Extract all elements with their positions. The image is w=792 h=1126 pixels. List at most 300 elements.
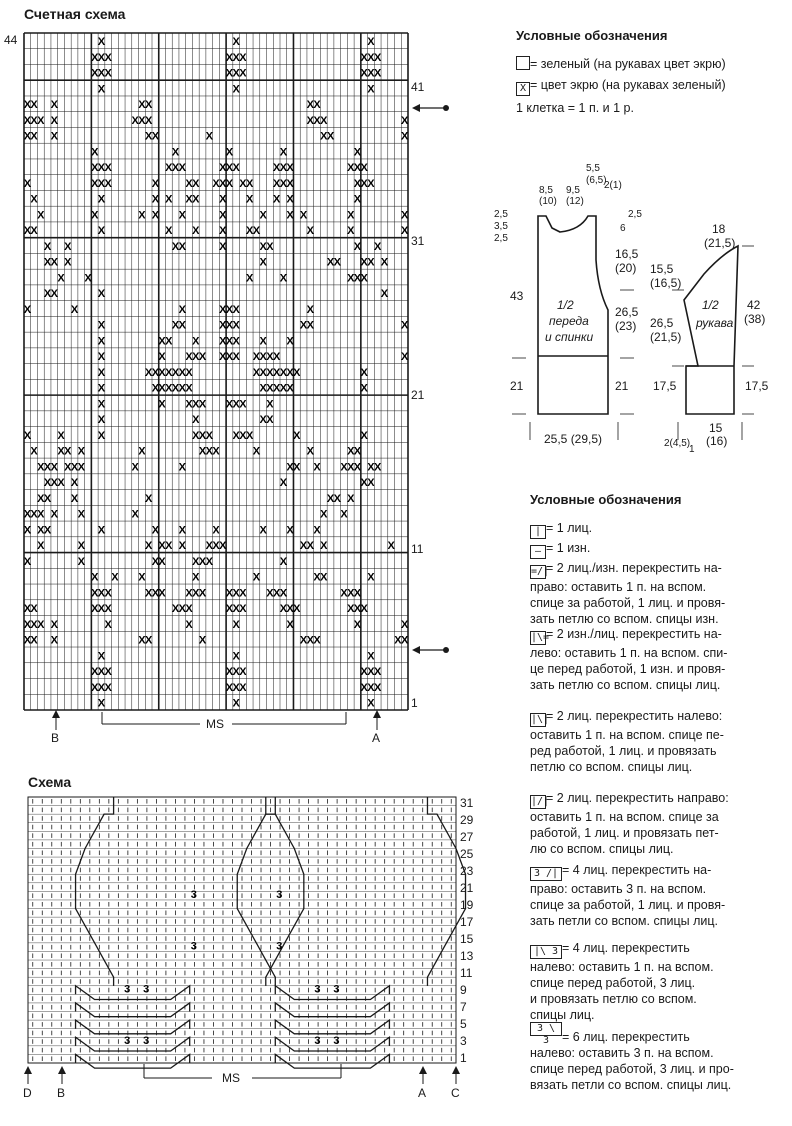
x-mark: X xyxy=(232,51,240,64)
x-mark: X xyxy=(178,540,186,553)
x-mark: X xyxy=(279,272,288,285)
braid-cable xyxy=(76,1054,190,1068)
x-mark: X xyxy=(97,67,106,80)
x-mark: X xyxy=(279,477,288,490)
x-mark: X xyxy=(293,461,301,474)
x-mark: X xyxy=(131,114,139,127)
x-mark: X xyxy=(205,555,213,568)
x-mark: X xyxy=(70,461,79,474)
x-mark: X xyxy=(306,99,314,112)
pattern-schematic xyxy=(490,160,790,460)
x-mark: X xyxy=(266,398,274,411)
cable-row-23: 23 xyxy=(460,864,474,878)
x-mark: X xyxy=(158,382,166,395)
x-mark: X xyxy=(313,571,321,584)
x-mark: X xyxy=(70,492,79,505)
x-mark: X xyxy=(225,146,234,159)
x-mark: X xyxy=(97,83,106,96)
x-mark: X xyxy=(353,603,362,616)
legend-symbol-item xyxy=(530,862,785,929)
dim-20: (20) xyxy=(615,261,637,275)
x-mark: X xyxy=(374,681,382,694)
x-mark: X xyxy=(219,540,227,553)
x-mark: X xyxy=(23,429,32,442)
x-mark: X xyxy=(293,603,301,616)
x-mark: X xyxy=(43,461,52,474)
x-mark: X xyxy=(23,225,32,238)
cable-three-label: 3 xyxy=(333,983,340,996)
x-mark: X xyxy=(353,445,362,458)
x-mark: X xyxy=(30,445,38,458)
legend-symbol-item xyxy=(530,520,785,539)
x-mark: X xyxy=(286,603,294,616)
x-mark: X xyxy=(30,99,38,112)
x-mark: X xyxy=(313,114,321,127)
x-mark: X xyxy=(57,477,65,490)
dim-l35: 3,5 xyxy=(494,221,508,232)
x-mark: X xyxy=(198,634,207,647)
x-mark: X xyxy=(279,366,288,379)
x-mark: X xyxy=(171,603,180,616)
x-mark: X xyxy=(37,492,45,505)
x-mark: X xyxy=(313,99,321,112)
x-mark: X xyxy=(77,508,85,521)
x-mark: X xyxy=(97,603,106,616)
x-mark: X xyxy=(23,177,32,190)
x-mark: X xyxy=(23,508,32,521)
x-mark: X xyxy=(232,83,240,96)
x-mark: X xyxy=(192,335,200,348)
x-mark: X xyxy=(266,414,274,427)
x-mark: X xyxy=(138,445,146,458)
x-mark: X xyxy=(138,99,146,112)
x-mark: X xyxy=(91,146,99,159)
x-mark: X xyxy=(299,540,308,553)
x-mark: X xyxy=(23,555,32,568)
x-mark: X xyxy=(360,177,368,190)
x-mark: X xyxy=(50,99,58,112)
x-mark: X xyxy=(266,351,274,364)
x-mark: X xyxy=(225,67,234,80)
x-mark: X xyxy=(246,193,254,206)
x-mark: X xyxy=(91,177,99,190)
x-mark: X xyxy=(320,130,328,143)
x-mark: X xyxy=(97,193,106,206)
x-mark: X xyxy=(306,225,314,238)
x-mark: X xyxy=(23,130,32,143)
x-mark: X xyxy=(185,618,193,631)
x-mark: X xyxy=(299,634,308,647)
x-mark: X xyxy=(158,351,166,364)
x-mark: X xyxy=(165,335,173,348)
x-mark: X xyxy=(219,193,227,206)
x-mark: X xyxy=(198,351,207,364)
cable-three-label: 3 xyxy=(314,983,321,996)
x-mark: X xyxy=(293,429,301,442)
x-mark: X xyxy=(198,445,207,458)
x-mark: X xyxy=(400,209,409,222)
cable-three-label: 3 xyxy=(143,983,150,996)
x-mark: X xyxy=(151,587,160,600)
x-mark: X xyxy=(97,650,106,663)
x-mark: X xyxy=(104,603,112,616)
x-mark: X xyxy=(97,681,106,694)
x-mark: X xyxy=(239,51,247,64)
dim-s15: 15 xyxy=(709,421,723,435)
x-mark: X xyxy=(97,335,106,348)
x-mark: X xyxy=(225,398,234,411)
x-mark: X xyxy=(239,177,247,190)
x-mark: X xyxy=(151,366,160,379)
x-mark: X xyxy=(219,351,227,364)
x-mark: X xyxy=(104,177,112,190)
x-mark: X xyxy=(185,193,193,206)
x-mark: X xyxy=(360,382,368,395)
legend-symbol-text: = 4 лиц. перекрестить на- xyxy=(562,863,712,877)
empty-cell-icon xyxy=(516,56,530,70)
x-mark: X xyxy=(205,445,213,458)
x-mark: X xyxy=(151,524,160,537)
legend-symbol-item xyxy=(530,708,785,775)
x-mark: X xyxy=(353,587,362,600)
x-mark: X xyxy=(353,240,362,253)
x-mark: X xyxy=(394,634,402,647)
braid-cable xyxy=(275,1003,389,1017)
x-mark: X xyxy=(286,335,294,348)
x-mark: X xyxy=(192,587,200,600)
x-mark: X xyxy=(37,209,45,222)
x-mark: X xyxy=(353,177,362,190)
legend-symbol-text: работой, 1 лиц. и провязать пет- xyxy=(530,826,719,840)
cable-marker-b-arrow xyxy=(58,1066,66,1084)
x-mark: X xyxy=(286,461,294,474)
x-mark: X xyxy=(138,634,146,647)
x-mark: X xyxy=(91,587,99,600)
x-mark: X xyxy=(97,697,106,710)
cable-row-27: 27 xyxy=(460,830,474,844)
x-mark: X xyxy=(37,461,45,474)
cable-ms-label: MS xyxy=(222,1071,240,1085)
x-mark: X xyxy=(97,288,106,301)
x-mark: X xyxy=(185,587,193,600)
x-mark: X xyxy=(360,162,368,175)
x-mark: X xyxy=(165,225,173,238)
x-mark: X xyxy=(104,587,112,600)
x-mark: X xyxy=(313,461,321,474)
x-mark: X xyxy=(212,524,220,537)
braid-cable xyxy=(76,1003,190,1017)
cable-row-15: 15 xyxy=(460,932,474,946)
stitch-symbol-icon: — xyxy=(530,545,546,559)
legend-symbol-text: и провязать петлю со вспом. xyxy=(530,992,697,1006)
marker-a-label: A xyxy=(372,731,381,745)
x-mark: X xyxy=(97,382,106,395)
x-mark: X xyxy=(151,555,160,568)
x-mark: X xyxy=(279,382,288,395)
x-mark: X xyxy=(232,587,240,600)
dim-s18: 18 xyxy=(712,222,726,236)
x-mark: X xyxy=(286,618,294,631)
x-mark: X xyxy=(400,634,409,647)
x-mark: X xyxy=(57,272,65,285)
x-mark: X xyxy=(178,303,186,316)
x-mark: X xyxy=(212,540,220,553)
x-mark: X xyxy=(158,587,166,600)
x-mark: X xyxy=(259,351,267,364)
x-mark: X xyxy=(64,240,72,253)
x-mark: X xyxy=(144,492,153,505)
x-mark: X xyxy=(286,193,294,206)
x-mark: X xyxy=(333,256,341,269)
marker-b-label: B xyxy=(51,731,60,745)
cable-row-11: 11 xyxy=(460,966,473,980)
dim-s1: 1 xyxy=(689,444,695,455)
front-label-2: переда xyxy=(549,314,589,328)
x-mark: X xyxy=(367,650,375,663)
dim-s155: 15,5 xyxy=(650,262,674,276)
x-mark: X xyxy=(104,51,112,64)
x-mark: X xyxy=(50,256,58,269)
x-mark: X xyxy=(374,666,382,679)
x-mark: X xyxy=(360,681,368,694)
x-mark: X xyxy=(400,114,409,127)
x-mark: X xyxy=(360,666,368,679)
x-mark: X xyxy=(192,225,200,238)
x-mark: X xyxy=(30,618,38,631)
x-mark: X xyxy=(353,272,362,285)
x-mark: X xyxy=(347,587,355,600)
x-mark: X xyxy=(360,603,368,616)
x-mark: X xyxy=(246,272,254,285)
x-mark: X xyxy=(272,587,281,600)
x-mark: X xyxy=(57,445,65,458)
x-mark: X xyxy=(185,603,193,616)
x-mark: X xyxy=(70,303,79,316)
dim-s265: 26,5 xyxy=(650,316,674,330)
x-mark: X xyxy=(205,130,213,143)
x-mark: X xyxy=(225,681,234,694)
x-mark: X xyxy=(178,524,186,537)
dim-s245: 2(4,5) xyxy=(664,438,691,449)
x-mark: X xyxy=(77,461,85,474)
x-mark: X xyxy=(266,382,274,395)
x-mark: X xyxy=(367,83,375,96)
x-mark: X xyxy=(171,319,180,332)
stitch-symbol-icon: =/| xyxy=(531,566,550,577)
x-mark: X xyxy=(43,477,52,490)
x-mark: X xyxy=(91,571,99,584)
x-mark: X xyxy=(239,603,247,616)
dim-neck-65: (6,5) xyxy=(586,175,607,186)
x-mark: X xyxy=(30,634,38,647)
x-mark: X xyxy=(225,587,234,600)
dim-neck-55: 5,5 xyxy=(586,163,600,174)
x-mark: X xyxy=(374,461,382,474)
x-mark: X xyxy=(91,681,99,694)
x-mark: X xyxy=(360,51,368,64)
x-mark: X xyxy=(259,256,267,269)
x-mark: X xyxy=(97,51,106,64)
x-mark: X xyxy=(77,555,85,568)
dim-85: 8,5 xyxy=(539,185,553,196)
x-mark: X xyxy=(23,303,32,316)
cable-marker-a-arrow xyxy=(419,1066,427,1084)
x-mark: X xyxy=(252,225,261,238)
x-mark: X xyxy=(151,177,160,190)
x-mark: X xyxy=(198,429,207,442)
x-mark: X xyxy=(23,524,32,537)
x-mark: X xyxy=(158,540,166,553)
dim-s16: (16) xyxy=(706,434,728,448)
braid-cable xyxy=(275,1054,389,1068)
x-mark: X xyxy=(286,366,294,379)
x-mark: X xyxy=(320,508,328,521)
x-mark: X xyxy=(306,303,314,316)
cable-marker-d-arrow xyxy=(24,1066,32,1084)
x-mark: X xyxy=(30,603,38,616)
x-mark: X xyxy=(131,461,139,474)
stitch-symbol-icon: |/| xyxy=(531,796,550,807)
legend-ecru xyxy=(516,77,726,96)
cable-three-label: 3 xyxy=(190,940,197,953)
braid-cable xyxy=(275,986,389,1000)
x-mark: X xyxy=(219,177,227,190)
x-mark: X xyxy=(171,240,180,253)
count-chart-title: Счетная схема xyxy=(24,6,126,22)
x-mark: X xyxy=(374,67,382,80)
x-mark: X xyxy=(185,382,193,395)
dim-r25: 2,5 xyxy=(628,209,642,220)
cable-row-1: 1 xyxy=(460,1051,467,1065)
x-mark: X xyxy=(347,162,355,175)
x-mark: X xyxy=(138,209,146,222)
x-mark: X xyxy=(367,697,375,710)
x-mark: X xyxy=(43,240,52,253)
x-mark: X xyxy=(353,162,362,175)
x-mark: X xyxy=(400,319,409,332)
dim-s175-right: 17,5 xyxy=(745,379,769,393)
dim-95: 9,5 xyxy=(566,185,580,196)
x-mark: X xyxy=(367,461,375,474)
x-mark: X xyxy=(246,429,254,442)
dim-s165: (16,5) xyxy=(650,276,682,290)
x-mark: X xyxy=(272,162,281,175)
x-mark: X xyxy=(178,240,186,253)
x-mark: X xyxy=(340,508,348,521)
x-mark: X xyxy=(232,162,240,175)
x-mark: X xyxy=(252,571,261,584)
x-mark: X xyxy=(232,650,240,663)
x-mark: X xyxy=(91,209,99,222)
x-mark: X xyxy=(279,146,288,159)
x-mark: X xyxy=(320,571,328,584)
x-mark: X xyxy=(171,366,180,379)
row-label-41: 41 xyxy=(411,80,425,94)
x-mark: X xyxy=(400,618,409,631)
legend-top-title: Условные обозначения xyxy=(516,28,668,43)
x-mark: X xyxy=(192,193,200,206)
x-mark: X xyxy=(219,335,227,348)
x-mark: X xyxy=(70,477,79,490)
x-mark: X xyxy=(138,114,146,127)
stitch-symbol-icon: | xyxy=(530,525,546,539)
x-mark: X xyxy=(50,634,58,647)
x-mark: X xyxy=(178,319,186,332)
x-mark: X xyxy=(178,162,186,175)
cable-marker-c: C xyxy=(451,1086,460,1100)
x-mark: X xyxy=(306,445,314,458)
x-mark: X xyxy=(272,177,281,190)
x-mark: X xyxy=(400,130,409,143)
legend-symbol-text: = 2 лиц./изн. перекрестить на- xyxy=(546,561,722,575)
x-mark: X xyxy=(97,587,106,600)
x-mark: X xyxy=(192,414,200,427)
x-mark: X xyxy=(104,681,112,694)
x-mark: X xyxy=(225,177,234,190)
row-label-31: 31 xyxy=(411,234,425,248)
x-mark: X xyxy=(37,508,45,521)
x-mark: X xyxy=(185,351,193,364)
x-mark: X xyxy=(165,382,173,395)
x-mark: X xyxy=(104,666,112,679)
x-mark: X xyxy=(347,225,355,238)
x-mark: X xyxy=(313,524,321,537)
x-mark: X xyxy=(272,351,281,364)
x-mark: X xyxy=(50,477,58,490)
x-mark: X xyxy=(232,351,240,364)
x-mark: X xyxy=(178,603,186,616)
x-mark: X xyxy=(97,429,106,442)
x-mark: X xyxy=(91,67,99,80)
x-mark: X xyxy=(232,398,240,411)
x-mark: X xyxy=(50,114,58,127)
stitch-symbol-icon: |\| xyxy=(531,714,550,725)
x-mark: X xyxy=(43,492,52,505)
x-mark: X xyxy=(158,335,166,348)
braid-cable xyxy=(275,1020,389,1034)
x-mark: X xyxy=(374,240,382,253)
x-mark: X xyxy=(144,130,153,143)
cable-row-29: 29 xyxy=(460,813,474,827)
legend-symbol-item xyxy=(530,560,785,627)
x-mark: X xyxy=(353,146,362,159)
legend-symbol-item xyxy=(530,790,785,857)
dim-s38: (38) xyxy=(744,312,766,326)
x-mark: X xyxy=(144,587,153,600)
x-mark: X xyxy=(259,382,267,395)
x-mark: X xyxy=(23,634,32,647)
x-mark: X xyxy=(151,130,160,143)
x-mark: X xyxy=(205,429,213,442)
legend-symbol-text: петлю со вспом. спицы лиц. xyxy=(530,760,693,774)
cable-three-label: 3 xyxy=(190,888,197,901)
legend-symbol-text: оставить 1 п. на вспом. спице за xyxy=(530,810,719,824)
legend-symbol-text: лево: оставить 1 п. на вспом. спи- xyxy=(530,646,728,660)
x-mark: X xyxy=(252,445,261,458)
legend-symbol-text: = 1 изн. xyxy=(546,541,591,555)
x-mark: X xyxy=(347,461,355,474)
x-mark: X xyxy=(239,681,247,694)
x-mark: X xyxy=(23,603,32,616)
x-mark: X xyxy=(387,540,395,553)
x-mark: X xyxy=(111,571,119,584)
sleeve-outline xyxy=(684,246,738,414)
x-mark: X xyxy=(326,492,335,505)
x-mark: X xyxy=(360,272,368,285)
x-mark: X xyxy=(326,256,335,269)
legend-symbol-text: спице перед работой, 3 лиц. xyxy=(530,976,696,990)
x-mark: X xyxy=(239,666,247,679)
